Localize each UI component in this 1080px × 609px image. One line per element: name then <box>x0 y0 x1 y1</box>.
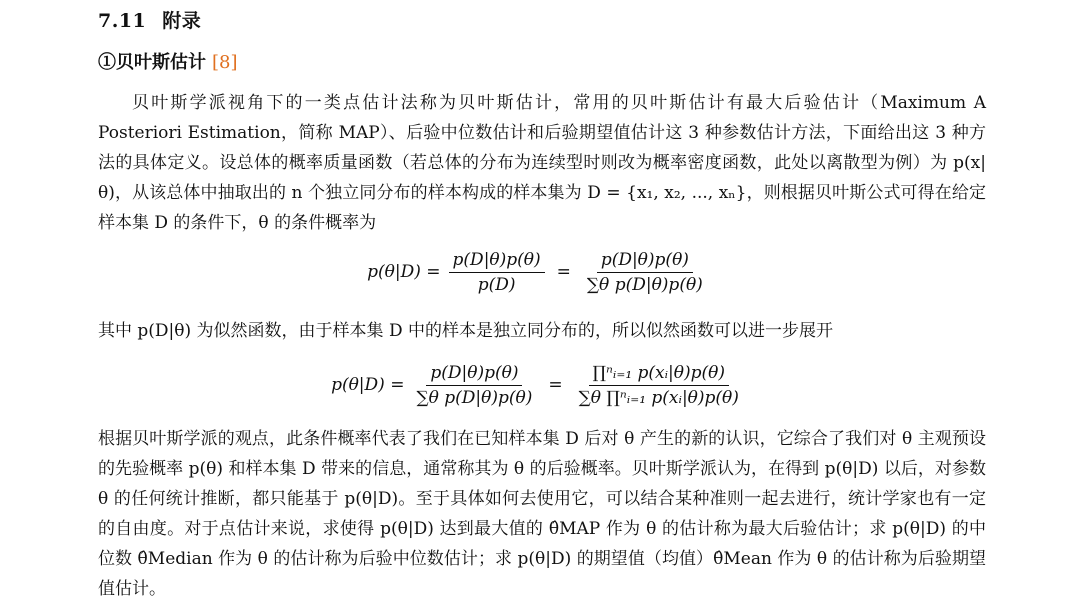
numerator: ∏ⁿᵢ₌₁ p(xᵢ|θ)p(θ) <box>589 363 730 386</box>
numerator: p(D|θ)p(θ) <box>449 250 545 273</box>
section-title: 附录 <box>162 10 202 32</box>
section-number: 7.11 <box>98 10 147 32</box>
equals-sign: = <box>548 375 563 395</box>
section-heading <box>98 6 201 33</box>
fraction <box>583 250 707 295</box>
subsection-title: ①贝叶斯估计 <box>98 52 206 73</box>
fraction <box>575 363 743 408</box>
equals-sign: = <box>556 262 571 282</box>
equation-expanded <box>0 356 1080 414</box>
fraction <box>412 363 536 408</box>
equation-lhs: p(θ|D) = <box>331 375 405 395</box>
paragraph-posterior: 根据贝叶斯学派的观点，此条件概率代表了我们在已知样本集 D 后对 θ 产生的新的认识，它综合了我们对 θ 主观预设的先验概率 p(θ) 和样本集 D 带来的信息，通常称其为 θ 的后验概率。贝叶斯学派认为，在得到 p(θ|D) 以后，对参数 θ 的任何统计推断，都只能基于 p(θ|D)。至于具体如何去使用它，可以结合某种准则一起去进行，统计学家也有一定的自由度。对于点估计来说，求使得 p(θ|D) 达到最大值的 θ̂MAP 作为 θ 的估计称为最大后验估计；求 p(θ|D) 的中位数 θ̂Median 作为 θ 的估计称为后验中位数估计；求 p(θ|D) 的期望值（均值）θ̂Mean 作为 θ 的估计称为后验期望值估计。 <box>98 429 986 599</box>
paragraph-likelihood: 其中 p(D|θ) 为似然函数，由于样本集 D 中的样本是独立同分布的，所以似然函数可以进一步展开 <box>98 321 833 341</box>
numerator: p(D|θ)p(θ) <box>597 250 693 273</box>
equation-bayes <box>0 244 1080 300</box>
denominator: ∑θ ∏ⁿᵢ₌₁ p(xᵢ|θ)p(θ) <box>578 387 739 408</box>
denominator: ∑θ p(D|θ)p(θ) <box>586 274 703 295</box>
fraction <box>449 250 545 295</box>
equation-lhs: p(θ|D) = <box>367 262 441 282</box>
denominator: p(D) <box>477 274 516 295</box>
paragraph-intro: 贝叶斯学派视角下的一类点估计法称为贝叶斯估计，常用的贝叶斯估计有最大后验估计（Maximum A Posteriori Estimation，简称 MAP）、后验中位数估计和后验期望值估计这 3 种参数估计方法，下面给出这 3 种方法的具体定义。设总体的概率质量函数（若总体的分布为连续型时则改为概率密度函数，此处以离散型为例）为 p(x|θ)，从该总体中抽取出的 n 个独立同分布的样本构成的样本集为 D = {x₁, x₂, ..., xₙ}，则根据贝叶斯公式可得在给定样本集 D 的条件下，θ 的条件概率为 <box>98 93 986 233</box>
numerator: p(D|θ)p(θ) <box>426 363 522 386</box>
subsection-heading <box>98 48 238 74</box>
citation-link[interactable]: [8] <box>212 52 238 73</box>
denominator: ∑θ p(D|θ)p(θ) <box>416 387 533 408</box>
